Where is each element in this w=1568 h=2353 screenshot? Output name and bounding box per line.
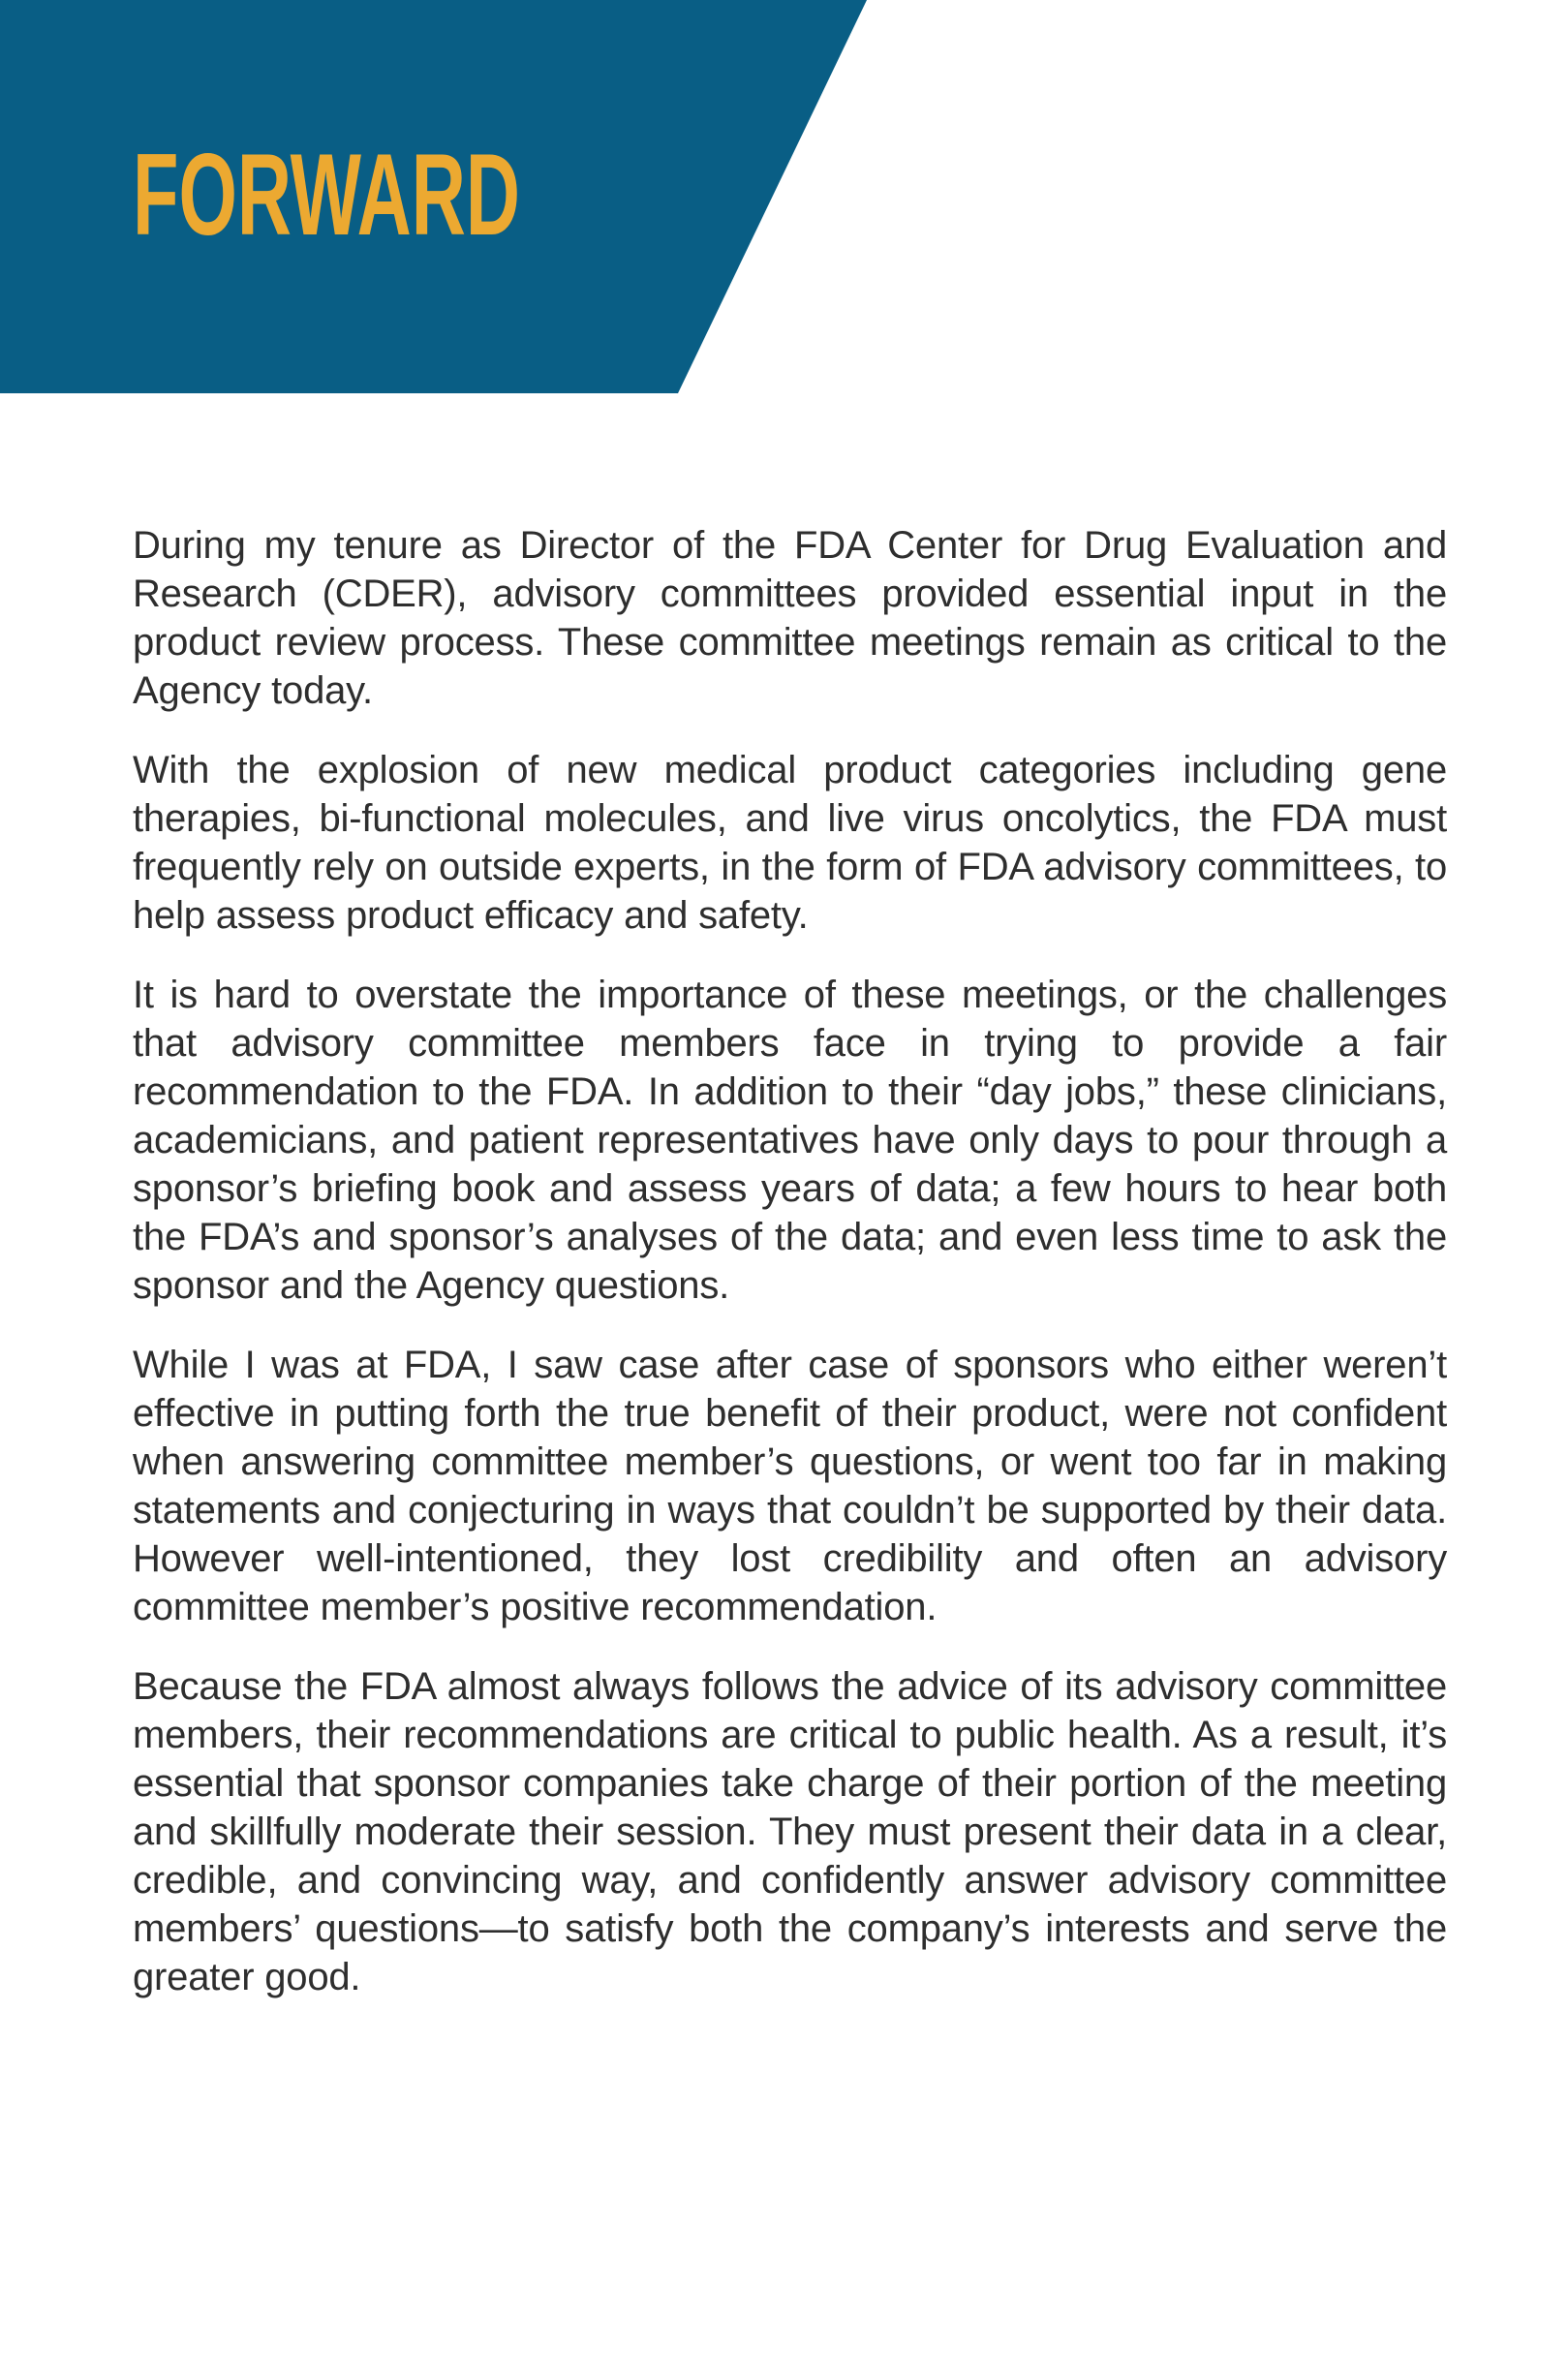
forward-paragraph-2: With the explosion of new medical product categories including gene therapies, bi-functional molecules, and live virus oncolytics, the FDA must frequently rely on outside experts, in the form of FDA advisory committees, to help assess product efficacy and safety. [133,749,1447,937]
forward-paragraph-3: It is hard to overstate the importance of these meetings, or the challenges that advisory committee members face in trying to provide a fair recommendation to the FDA. In addition to their “day jobs,” these clinicians, academicians, and patient representatives have only days to pour through a sponsor’s briefing book and assess years of data; a few hours to hear both the FDA’s and sponsor’s analyses of the data; and even less time to ask the sponsor and the Agency questions. [133,974,1447,1307]
forward-paragraph-1: During my tenure as Director of the FDA Center for Drug Evaluation and Research (CDER), advisory committees provided essential input in the product review process. These committee meetings remain as critical to the Agency today. [133,524,1447,712]
forward-paragraph-5: Because the FDA almost always follows the advice of its advisory committee members, their recommendations are critical to public health. As a result, it’s essential that sponsor companies take charge of their portion of the meeting and skillfully moderate their session. They must present their data in a clear, credible, and convincing way, and confidently answer advisory committee members’ questions—to satisfy both the company’s interests and serve the greater good. [133,1665,1447,1998]
page-title: FORWARD [133,130,520,260]
page-title-graphic [133,130,539,260]
content [133,521,1447,2001]
forward-paragraph-4: While I was at FDA, I saw case after case of sponsors who either weren’t effective in putting forth the true benefit of their product, were not confident when answering committee member’s questions, or went too far in making statements and conjecturing in ways that couldn’t be supported by their data. However well-intentioned, they lost credibility and often an advisory committee member’s positive recommendation. [133,1344,1447,1628]
